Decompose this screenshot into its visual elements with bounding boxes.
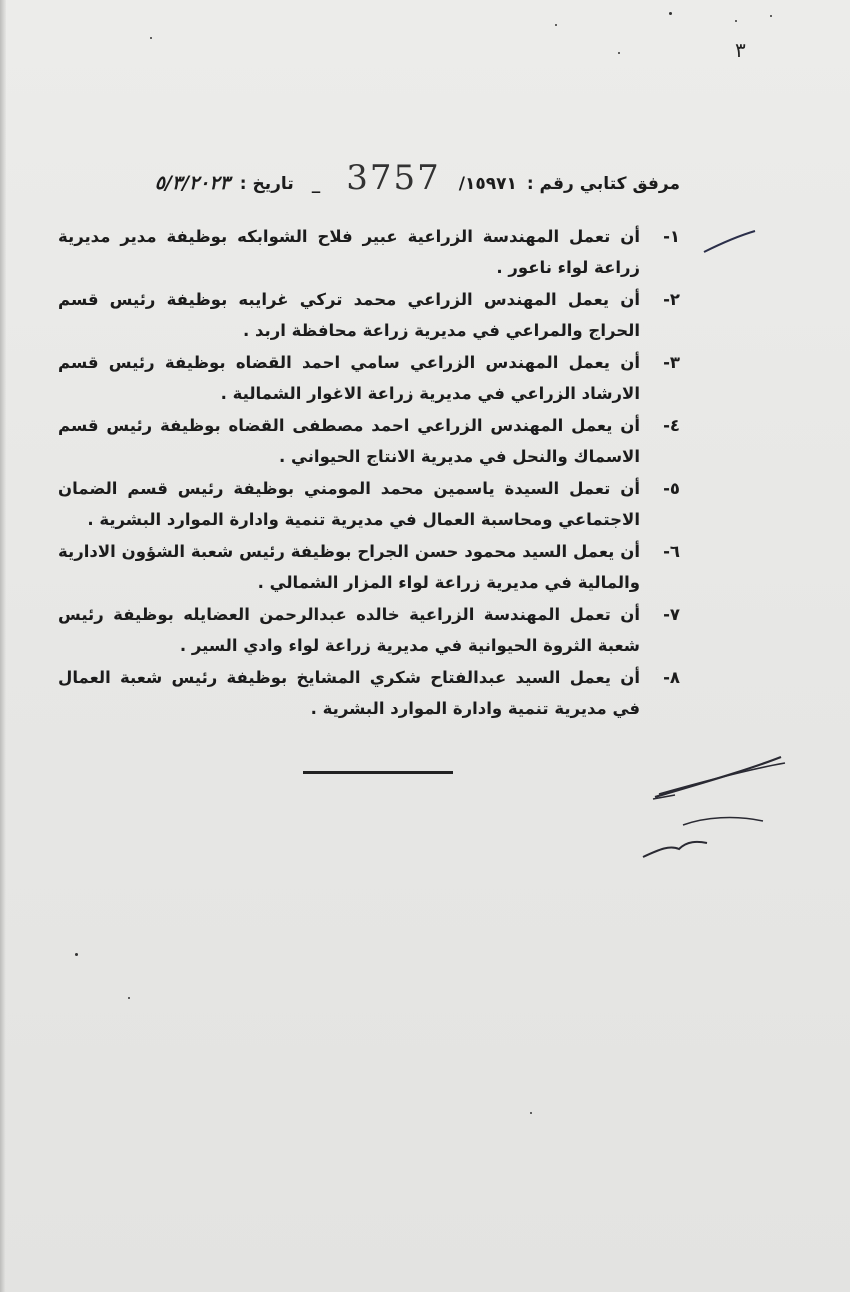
header-dash: _ <box>311 174 321 194</box>
check-mark <box>700 228 760 258</box>
dust-speck <box>669 12 672 15</box>
handwritten-number: 3757 <box>346 158 441 198</box>
handwritten-date: ٥/٣/٢٠٢٣ <box>154 172 230 194</box>
list-item <box>58 537 680 598</box>
dust-speck <box>770 15 772 17</box>
item-text: أن تعمل السيدة ياسمين محمد المومني بوظيفة رئيس قسم الضمان الاجتماعي ومحاسبة العمال في مديرية تنمية وادارة الموارد البشرية . <box>58 479 640 529</box>
item-number: ٦- <box>663 542 680 561</box>
item-number: ٧- <box>663 605 680 624</box>
dust-speck <box>128 997 130 999</box>
item-number: ٢- <box>663 290 680 309</box>
dust-speck <box>150 37 152 39</box>
item-text: أن تعمل المهندسة الزراعية عبير فلاح الشوابكه بوظيفة مدير مديرية زراعة لواء ناعور . <box>58 227 640 277</box>
item-number: ٤- <box>663 416 680 435</box>
list-item <box>58 348 680 409</box>
item-number: ١- <box>663 227 680 246</box>
item-number: ٨- <box>663 668 680 687</box>
closing-rule <box>303 771 453 774</box>
list-item <box>58 222 680 283</box>
signature <box>635 745 795 870</box>
attachment-label: مرفق كتابي رقم : <box>526 174 680 194</box>
item-text: أن يعمل المهندس الزراعي سامي احمد القضاه بوظيفة رئيس قسم الارشاد الزراعي في مديرية زراعة الاغوار الشمالية . <box>58 353 640 403</box>
date-label: تاريخ : <box>239 174 294 194</box>
dust-speck <box>555 24 557 26</box>
page-edge <box>0 0 6 1292</box>
dust-speck <box>618 52 620 54</box>
list-item <box>58 600 680 661</box>
list-item <box>58 474 680 535</box>
dust-speck <box>530 1112 532 1114</box>
list-item <box>58 663 680 724</box>
item-text: أن يعمل المهندس الزراعي احمد مصطفى القضاه بوظيفة رئيس قسم الاسماك والنحل في مديرية الانتاج الحيواني . <box>58 416 640 466</box>
list-item <box>58 285 680 346</box>
dust-speck <box>75 953 78 956</box>
list-item <box>58 411 680 472</box>
assignment-list <box>58 222 680 726</box>
dust-speck <box>735 20 737 22</box>
page-mark: ٣ <box>735 38 746 62</box>
item-text: أن تعمل المهندسة الزراعية خالده عبدالرحمن العضايله بوظيفة رئيس شعبة الثروة الحيوانية في مديرية زراعة لواء وادي السير . <box>58 605 640 655</box>
item-number: ٥- <box>663 479 680 498</box>
item-text: أن يعمل المهندس الزراعي محمد تركي غرايبه بوظيفة رئيس قسم الحراج والمراعي في مديرية زراعة محافظة اربد . <box>58 290 640 340</box>
item-text: أن يعمل السيد عبدالفتاح شكري المشايخ بوظيفة رئيس شعبة العمال في مديرية تنمية وادارة الموارد البشرية . <box>58 668 640 718</box>
item-number: ٣- <box>663 353 680 372</box>
item-text: أن يعمل السيد محمود حسن الجراح بوظيفة رئيس شعبة الشؤون الادارية والمالية في مديرية زراعة لواء المزار الشمالي . <box>58 542 640 592</box>
attachment-header <box>155 158 680 198</box>
reference-number: ١٥٩٧١/ <box>458 174 517 194</box>
